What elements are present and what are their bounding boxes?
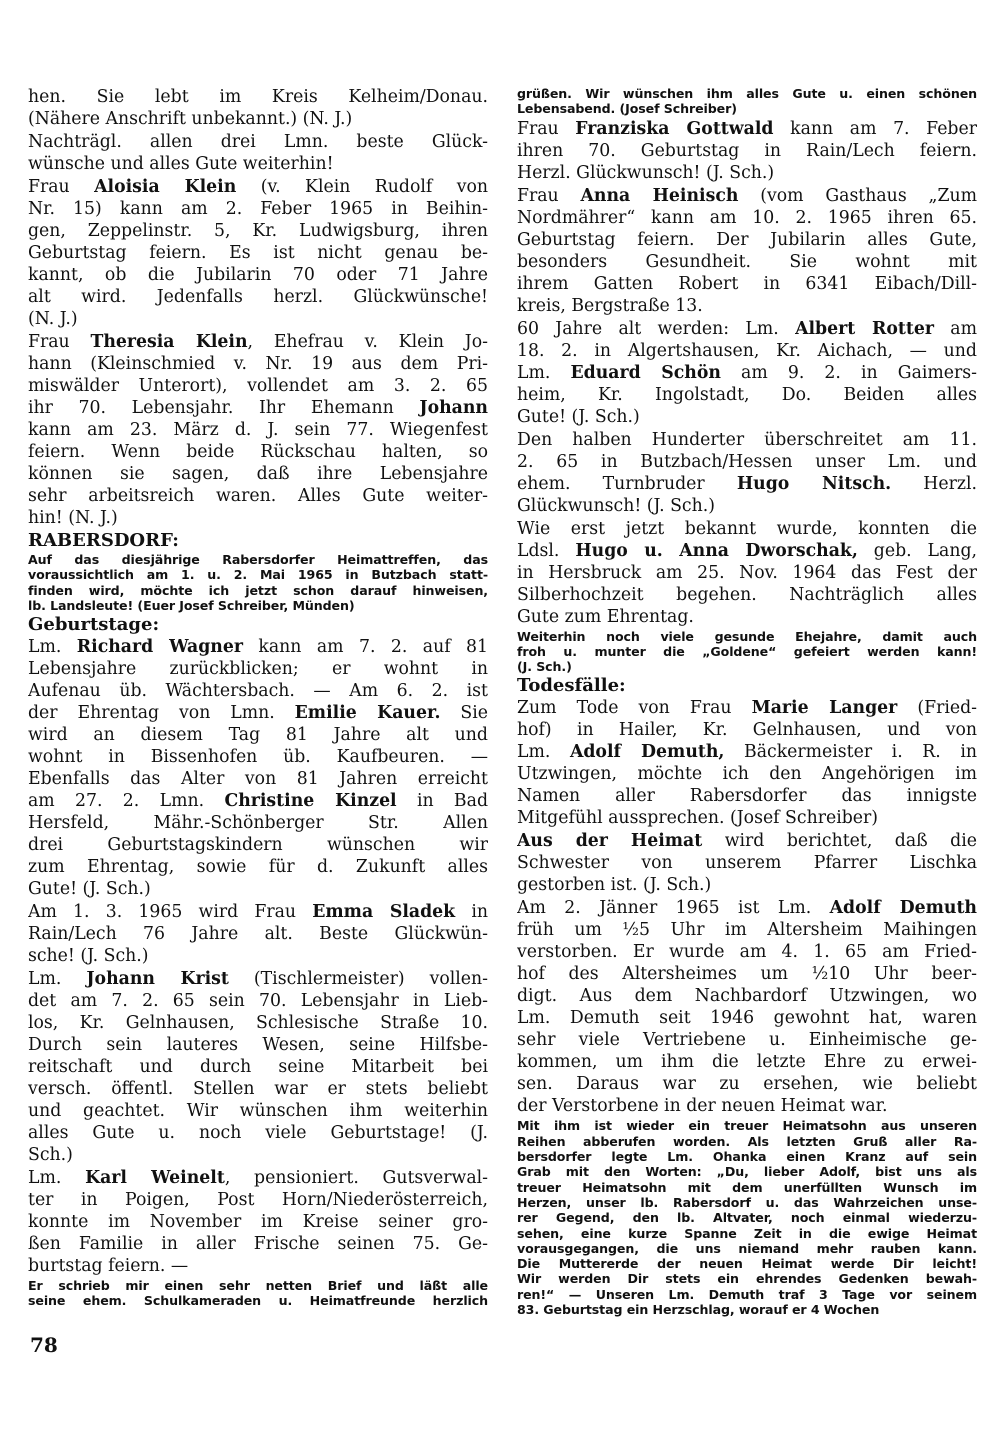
text-line: gen, Zeppelinstr. 5, Kr. Ludwigsburg, ihren xyxy=(28,221,488,241)
small-print-paragraph xyxy=(28,552,488,613)
text-line: Zum Tode von Frau Marie Langer (Fried- xyxy=(517,698,977,719)
paragraph xyxy=(28,968,488,1166)
text-line: ehem. Turnbruder Hugo Nitsch. Herzl. xyxy=(517,473,977,494)
text-line: Geburtstag feiern. Der Jubilarin alles Gute, xyxy=(517,229,977,250)
text-line: bersdorfer legte Lm. Ohanka einen Kranz auf sein xyxy=(517,1149,977,1165)
text-line: los, Kr. Gelnhausen, Schlesische Straße 10. xyxy=(28,1013,488,1034)
text-line: wohnt in Bissenhofen üb. Kaufbeuren. — xyxy=(28,747,488,768)
text-line: hof des Altersheimes um ½10 Uhr beer- xyxy=(517,964,977,985)
text-line: miswälder Unterort), vollendet am 3. 2. 65 xyxy=(28,376,488,396)
text-line: grüßen. Wir wünschen ihm alles Gute u. einen schönen xyxy=(517,86,977,101)
text-line: finden wird, möchte ich jetzt schon darauf hinweisen, xyxy=(28,582,488,598)
text-line: sehr arbeitsreich waren. Alles Gute weiter- xyxy=(28,486,488,506)
paragraph xyxy=(28,636,488,900)
text-line: kann am 23. März d. J. sein 77. Wiegenfest xyxy=(28,420,488,440)
text-line: alles Gute u. noch viele Geburtstage! (J. xyxy=(28,1123,488,1144)
text-line: Nr. 15) kann am 2. Feber 1965 in Beihin- xyxy=(28,199,488,219)
text-line: Er schrieb mir einen sehr netten Brief und läßt alle xyxy=(28,1278,488,1294)
text-line: ren!“ — Unseren Lm. Demuth traf 3 Tage vor seinem xyxy=(517,1286,977,1302)
text-line: Mit ihm ist wieder ein treuer Heimatsohn aus unseren xyxy=(517,1118,977,1134)
text-line: können sie sagen, daß ihre Lebensjahre xyxy=(28,464,488,484)
text-line: Lm. Karl Weinelt, pensioniert. Gutsverwal- xyxy=(28,1168,488,1189)
text-line: 2. 65 in Butzbach/Hessen unser Lm. und xyxy=(517,451,977,472)
bold-name: Aloisia Klein xyxy=(94,177,237,197)
bold-name: Johann xyxy=(419,398,488,418)
bold-name: Marie Langer xyxy=(751,698,898,719)
text-line: digt. Aus dem Nachbardorf Utzwingen, wo xyxy=(517,986,977,1007)
text-line: sehen, eine kurze Spanne Zeit in die ewige Heimat xyxy=(517,1225,977,1241)
paragraph xyxy=(517,830,977,896)
text-line: Herzl. Glückwunsch! (J. Sch.) xyxy=(517,162,775,183)
paragraph xyxy=(517,697,977,829)
text-line: ßen Familie in aller Frische seinen 75. Ge- xyxy=(28,1234,488,1255)
text-line: ihr 70. Lebensjahr. Ihr Ehemann Johann xyxy=(28,398,488,418)
text-line: Gute zum Ehrentag. xyxy=(517,606,694,627)
text-line: am 27. 2. Lmn. Christine Kinzel in Bad xyxy=(28,791,488,812)
bold-name: Ehejahre xyxy=(795,628,857,644)
text-line: hen. Sie lebt im Kreis Kelheim/Donau. xyxy=(28,87,488,107)
text-line: ter in Poigen, Post Horn/Niederösterreich, xyxy=(28,1190,488,1211)
section-heading xyxy=(28,530,488,551)
paragraph xyxy=(28,176,488,330)
text-line: voraussichtlich am 1. u. 2. Mai 1965 in Butzbach statt- xyxy=(28,567,488,583)
text-line: Geburtstag feiern. Es ist nicht genau be- xyxy=(28,243,488,263)
section-heading xyxy=(28,614,488,635)
text-line: Aus der Heimat wird berichtet, daß die xyxy=(517,831,977,852)
text-line: Lm. Adolf Demuth, Bäckermeister i. R. in xyxy=(517,742,977,763)
text-line: Durch sein lauteres Wesen, seine Hilfsbe- xyxy=(28,1035,488,1056)
text-line: heim, Kr. Ingolstadt, Do. Beiden alles xyxy=(517,384,977,405)
text-line: früh um ½5 Uhr im Altersheim Maihingen xyxy=(517,920,977,941)
text-line: kommen, um ihm die letzte Ehre zu erwei- xyxy=(517,1052,977,1073)
paragraph xyxy=(28,901,488,967)
text-line: Namen aller Rabersdorfer das innigste xyxy=(517,786,977,807)
text-line: 60 Jahre alt werden: Lm. Albert Rotter am xyxy=(517,318,977,339)
text-line: feiern. Wenn beide Rückschau halten, so xyxy=(28,442,488,462)
text-line: konnte im November im Kreise seiner gro- xyxy=(28,1212,488,1233)
text-line: Die Muttererde der neuen Heimat werde Dir leicht! xyxy=(517,1256,977,1272)
text-line: (J. Sch.) xyxy=(517,659,572,675)
text-line: Lm. Johann Krist (Tischlermeister) vollen- xyxy=(28,969,488,990)
text-line: (Nähere Anschrift unbekannt.) (N. J.) xyxy=(28,109,353,129)
text-line: ihren 70. Geburtstag in Rain/Lech feiern. xyxy=(517,140,977,161)
text-line: lb. Landsleute! (Euer Josef Schreiber, Münden) xyxy=(28,597,355,613)
text-line: Ldsl. Hugo u. Anna Dworschak, geb. Lang, xyxy=(517,540,977,561)
text-line: kannt, ob die Jubilarin 70 oder 71 Jahre xyxy=(28,265,488,285)
text-line: Todesfälle: xyxy=(517,675,626,697)
text-line: 18. 2. in Algertshausen, Kr. Aichach, — und xyxy=(517,340,977,361)
text-line: Silberhochzeit begehen. Nachträglich alles xyxy=(517,584,977,605)
text-line: in Hersbruck am 25. Nov. 1964 das Fest der xyxy=(517,562,977,583)
text-line: alt wird. Jedenfalls herzl. Glückwünsche! xyxy=(28,287,488,307)
text-line: Wie erst jetzt bekannt wurde, konnten die xyxy=(517,518,977,539)
text-line: sehr viele Vertriebene u. Einheimische ge- xyxy=(517,1030,977,1051)
text-line: Am 2. Jänner 1965 ist Lm. Adolf Demuth xyxy=(517,898,977,919)
text-line: Gute! (J. Sch.) xyxy=(28,879,151,900)
bold-name: Albert Rotter xyxy=(795,318,934,339)
text-line: hin! (N. J.) xyxy=(28,508,118,528)
text-line: Herzen, unser lb. Rabersdorf u. das Wahrzeichen unse- xyxy=(517,1194,977,1210)
text-line: seine ehem. Schulkameraden u. Heimatfreunde herzlich xyxy=(28,1293,488,1309)
page-number: 78 xyxy=(30,1333,58,1357)
text-line: Rain/Lech 76 Jahre alt. Beste Glückwün- xyxy=(28,924,488,945)
text-line: det am 7. 2. 65 sein 70. Lebensjahr in Lieb- xyxy=(28,991,488,1012)
bold-name: Anna Heinisch xyxy=(580,185,739,206)
text-line: Frau Anna Heinisch (vom Gasthaus „Zum xyxy=(517,185,977,206)
text-line: RABERSDORF: xyxy=(28,530,179,551)
text-line: rer Gegend, den lb. Altvater, noch einmal wiederzu- xyxy=(517,1210,977,1226)
text-line: Wir werden Dir stets ein ehrendes Gedenken bewah- xyxy=(517,1271,977,1287)
paragraph xyxy=(517,429,977,517)
paragraph xyxy=(517,897,977,1117)
text-line: Reihen abberufen worden. Als letzten Gruß aller Ra- xyxy=(517,1133,977,1149)
text-line: Mitgefühl aussprechen. (Josef Schreiber) xyxy=(517,808,879,829)
small-print-paragraph xyxy=(517,1118,977,1317)
text-line: Lm. Richard Wagner kann am 7. 2. auf 81 xyxy=(28,637,488,658)
bold-name: Theresia Klein xyxy=(90,332,248,352)
text-line: Gute! (J. Sch.) xyxy=(517,406,640,427)
bold-name: Eduard Schön xyxy=(570,362,721,383)
text-line: hof) in Hailer, Kr. Gelnhausen, und von xyxy=(517,720,977,741)
bold-name: Emma Sladek xyxy=(312,902,456,923)
bold-name: Aus der Heimat xyxy=(517,831,703,852)
text-line: vorausgegangen, die uns niemand mehr rauben kann. xyxy=(517,1240,977,1256)
paragraph xyxy=(517,318,977,428)
right-column xyxy=(517,86,977,1318)
paragraph xyxy=(28,331,488,529)
text-line: ihrem Gatten Robert in 6341 Eibach/Dill- xyxy=(517,273,977,294)
text-line: Frau Aloisia Klein (v. Klein Rudolf von xyxy=(28,177,488,197)
text-line: Den halben Hunderter überschreitet am 11. xyxy=(517,429,977,450)
text-line: verstorben. Er wurde am 4. 1. 65 am Fried- xyxy=(517,942,977,963)
text-line: und geachtet. Wir wünschen ihm weiterhin xyxy=(28,1101,488,1122)
text-line: Weiterhin noch viele gesunde Ehejahre, damit auch xyxy=(517,628,977,644)
text-line: 83. Geburtstag ein Herzschlag, worauf er 4 Wochen xyxy=(517,1302,880,1318)
text-line: Ebenfalls das Alter von 81 Jahren erreicht xyxy=(28,769,488,790)
bold-name: Hugo u. Anna Dworschak, xyxy=(575,540,858,561)
bold-name: Karl Weinelt xyxy=(85,1168,225,1189)
bold-name: Christine Kinzel xyxy=(224,791,397,812)
text-line: gestorben ist. (J. Sch.) xyxy=(517,875,712,896)
text-line: Nordmährer“ kann am 10. 2. 1965 ihren 65. xyxy=(517,207,977,228)
bold-name: Adolf Demuth xyxy=(829,898,977,919)
bold-name: Adolf Demuth, xyxy=(569,742,725,763)
text-line: Utzwingen, möchte ich den Angehörigen im xyxy=(517,764,977,785)
text-line: Aufenau üb. Wächtersbach. — Am 6. 2. ist xyxy=(28,681,488,702)
text-line: wird an diesem Tag 81 Jahre alt und xyxy=(28,725,488,746)
text-line: Lebensjahre zurückblicken; er wohnt in xyxy=(28,659,488,680)
paragraph xyxy=(28,1167,488,1277)
paragraph xyxy=(517,518,977,628)
text-line: sche! (J. Sch.) xyxy=(28,946,149,967)
text-line: Lebensabend. (Josef Schreiber) xyxy=(517,101,737,117)
text-line: der Verstorbene in der neuen Heimat war. xyxy=(517,1096,888,1117)
section-heading xyxy=(517,675,977,696)
paragraph xyxy=(517,185,977,317)
text-line: reitschaft und durch seine Mitarbeit bei xyxy=(28,1057,488,1078)
text-line: Nachträgl. allen drei Lmn. beste Glück- xyxy=(28,132,488,152)
text-line: treuer Heimatsohn mit dem unerfüllten Wunsch im xyxy=(517,1179,977,1195)
text-line: drei Geburtstagskindern wünschen wir xyxy=(28,835,488,856)
text-line: besonders Gesundheit. Sie wohnt mit xyxy=(517,251,977,272)
small-print-paragraph xyxy=(517,86,977,117)
text-line: Frau Theresia Klein, Ehefrau v. Klein Jo- xyxy=(28,332,488,352)
bold-name: Franziska Gottwald xyxy=(575,118,774,139)
text-line: Am 1. 3. 1965 wird Frau Emma Sladek in xyxy=(28,902,488,923)
text-line: kreis, Bergstraße 13. xyxy=(517,295,703,316)
small-print-paragraph xyxy=(517,629,977,675)
bold-name: Richard Wagner xyxy=(76,637,243,658)
paragraph xyxy=(517,118,977,184)
text-line: sen. Daraus war zu ersehen, wie beliebt xyxy=(517,1074,977,1095)
text-line: Sch.) xyxy=(28,1145,73,1166)
left-column xyxy=(28,86,488,1310)
bold-name: Johann Krist xyxy=(86,969,229,990)
text-line: zum Ehrentag, sowie für d. Zukunft alles xyxy=(28,857,488,878)
text-line: Auf das diesjährige Rabersdorfer Heimattreffen, das xyxy=(28,552,488,567)
text-line: Lm. Eduard Schön am 9. 2. in Gaimers- xyxy=(517,362,977,383)
text-line: wünsche und alles Gute weiterhin! xyxy=(28,154,334,174)
text-line: Lm. Demuth seit 1946 gewohnt hat, waren xyxy=(517,1008,977,1029)
text-line: froh u. munter die „Goldene“ gefeiert werden kann! xyxy=(517,643,977,659)
text-line: Hersfeld, Mähr.-Schönberger Str. Allen xyxy=(28,813,488,834)
text-line: Grab mit den Worten: „Du, lieber Adolf, bist uns als xyxy=(517,1164,977,1180)
small-print-paragraph xyxy=(28,1278,488,1309)
bold-name: Emilie Kauer. xyxy=(294,703,441,724)
text-line: Geburtstage: xyxy=(28,614,160,636)
text-line: hann (Kleinschmied v. Nr. 19 aus dem Pri- xyxy=(28,354,488,374)
paragraph xyxy=(28,131,488,175)
text-line: versch. öffentl. Stellen war er stets beliebt xyxy=(28,1079,488,1100)
bold-name: Hugo Nitsch. xyxy=(736,473,892,494)
text-line: (N. J.) xyxy=(28,309,78,329)
text-line: der Ehrentag von Lmn. Emilie Kauer. Sie xyxy=(28,703,488,724)
bold-name: diesjährige Rabersdorfer Heimattreffen xyxy=(121,552,437,567)
text-line: Schwester von unserem Pfarrer Lischka xyxy=(517,853,977,874)
paragraph xyxy=(28,86,488,130)
text-line: burtstag feiern. — xyxy=(28,1256,189,1277)
text-line: Glückwunsch! (J. Sch.) xyxy=(517,495,715,516)
text-line: Frau Franziska Gottwald kann am 7. Feber xyxy=(517,118,977,139)
